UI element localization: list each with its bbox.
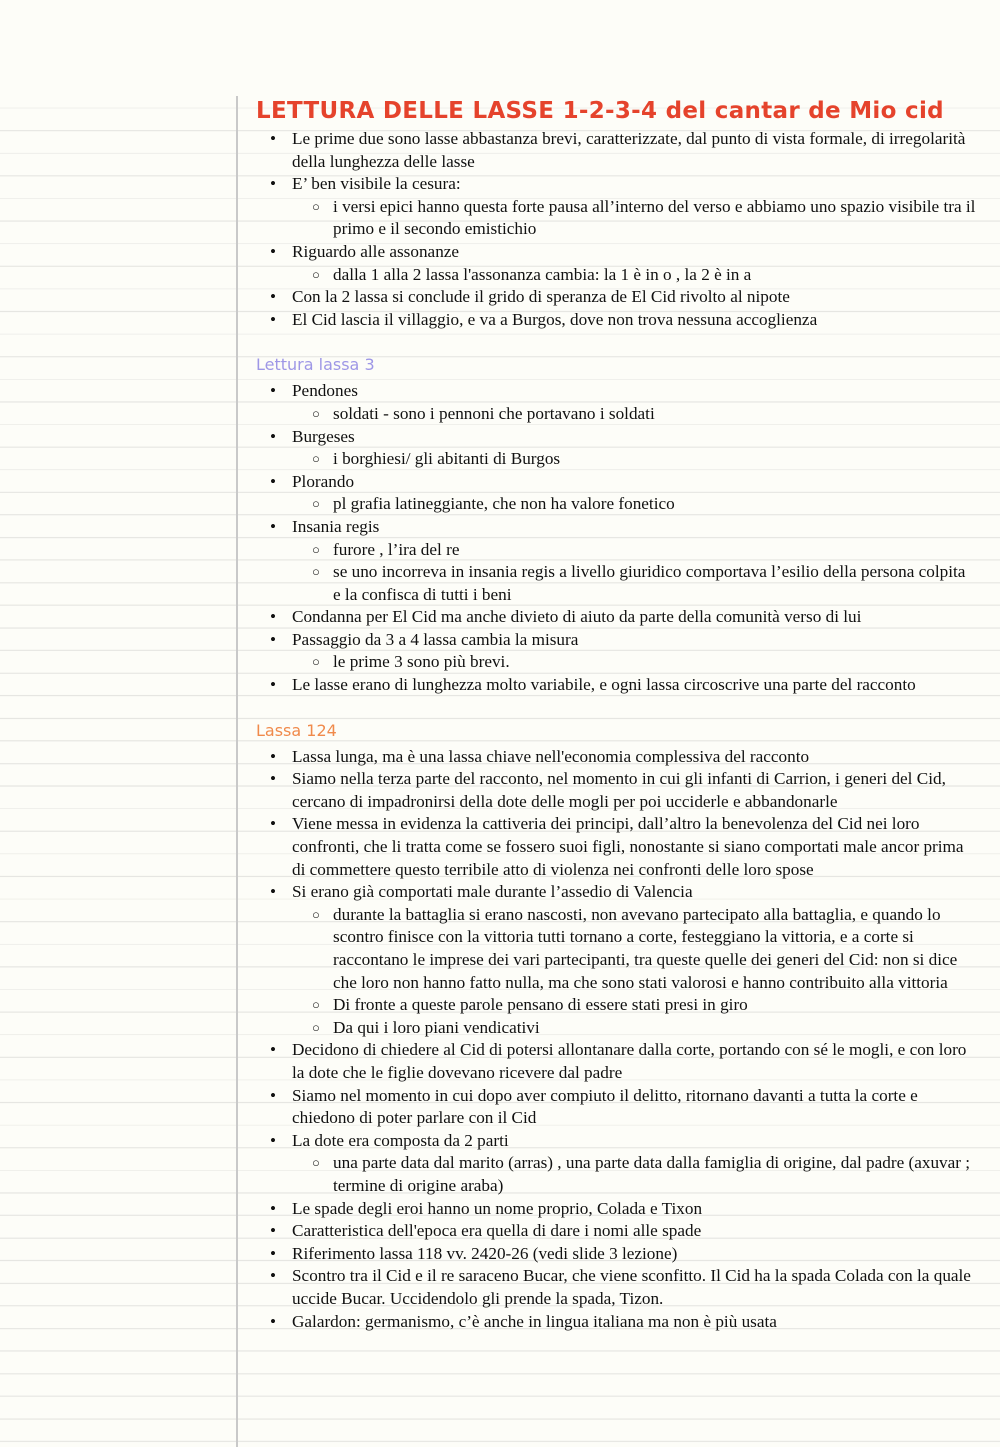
bullet-item bbox=[256, 1130, 976, 1198]
sub-bullet-item: ○ dalla 1 alla 2 lassa l'assonanza cambia: la 1 è in o , la 2 è in a bbox=[292, 264, 976, 287]
sub-bullet-list bbox=[292, 1152, 976, 1197]
bullet-text: Riguardo alle assonanze bbox=[292, 241, 460, 261]
sub-bullet-item: ○ le prime 3 sono più brevi. bbox=[292, 651, 976, 674]
bullet-text: E’ ben visibile la cesura: bbox=[292, 174, 461, 194]
bullet-item bbox=[256, 309, 976, 332]
bullet-text: Si erano già comportati male durante l’assedio di Valencia bbox=[292, 882, 693, 902]
bullet-item bbox=[256, 380, 976, 425]
sub-bullet-list bbox=[292, 904, 976, 1040]
bullet-item bbox=[256, 768, 976, 813]
bullet-item bbox=[256, 241, 976, 286]
sub-bullet-list bbox=[292, 448, 976, 471]
bullet-text: Scontro tra il Cid e il re saraceno Bucar, che viene sconfitto. Il Cid ha la spada Colada con la quale uccide Bucar. Uccidendolo gli prende la spada, Tizon. bbox=[292, 1266, 971, 1308]
sub-bullet-list bbox=[292, 651, 976, 674]
bullet-text: Galardon: germanismo, c’è anche in lingua italiana ma non è più usata bbox=[292, 1311, 777, 1331]
bullet-item bbox=[256, 471, 976, 516]
bullet-item bbox=[256, 516, 976, 606]
bullet-text: Condanna per El Cid ma anche divieto di aiuto da parte della comunità verso di lui bbox=[292, 607, 862, 627]
sub-bullet-item: ○ Di fronte a queste parole pensano di essere stati presi in giro bbox=[292, 994, 976, 1017]
sub-bullet-item: ○ i versi epici hanno questa forte pausa all’interno del verso e abbiamo uno spazio visibile tra il primo e il secondo emistichio bbox=[292, 196, 976, 241]
bullet-text: Siamo nel momento in cui dopo aver compiuto il delitto, ritornano davanti a tutta la corte e chiedono di poter parlare con il Cid bbox=[292, 1085, 918, 1128]
sub-bullet-list bbox=[292, 539, 976, 607]
bullet-text: Viene messa in evidenza la cattiveria dei principi, dall’altro la benevolenza del Cid nei loro confronti, che li tratta come se fossero suoi figli, nonostante si siano comportati male ancor prima di commettere questo terribile atto di violenza nei confronti delle loro spose bbox=[292, 814, 964, 879]
bullet-item bbox=[256, 1039, 976, 1084]
bullet-text: Le prime due sono lasse abbastanza brevi, caratterizzate, dal punto di vista formale, di irregolarità della lunghezza delle lasse bbox=[292, 129, 966, 171]
bullet-item bbox=[256, 746, 976, 769]
bullet-text: Riferimento lassa 118 vv. 2420-26 (vedi slide 3 lezione) bbox=[292, 1243, 678, 1263]
bullet-item bbox=[256, 1198, 976, 1221]
bullet-item bbox=[256, 629, 976, 674]
section-3-heading: Lassa 124 bbox=[256, 720, 337, 740]
bullet-text: Decidono di chiedere al Cid di potersi allontanare dalla corte, portando con sé le mogli, e con loro la dote che le figlie dovevano ricevere dal padre bbox=[292, 1040, 967, 1082]
bullet-item bbox=[256, 606, 976, 629]
sub-bullet-item: ○ soldati - sono i pennoni che portavano i soldati bbox=[292, 403, 976, 426]
sub-bullet-list bbox=[292, 403, 976, 426]
bullet-item bbox=[256, 1311, 976, 1334]
bullet-text: Caratteristica dell'epoca era quella di dare i nomi alle spade bbox=[292, 1221, 702, 1241]
sub-bullet-item: ○ se uno incorreva in insania regis a livello giuridico comportava l’esilio della persona colpita e la confisca di tutti i beni bbox=[292, 561, 976, 606]
section-2-heading: Lettura lassa 3 bbox=[256, 355, 375, 375]
bullet-text: El Cid lascia il villaggio, e va a Burgos, dove non trova nessuna accoglienza bbox=[292, 309, 818, 329]
sub-bullet-item: ○ pl grafia latineggiante, che non ha valore fonetico bbox=[292, 493, 976, 516]
bullet-text: Le spade degli eroi hanno un nome proprio, Colada e Tixon bbox=[292, 1198, 703, 1218]
notebook-margin-line bbox=[236, 96, 238, 1447]
sub-bullet-item: ○ Da qui i loro piani vendicativi bbox=[292, 1017, 976, 1040]
bullet-item bbox=[256, 173, 976, 241]
bullet-item bbox=[256, 1220, 976, 1243]
bullet-item bbox=[256, 1265, 976, 1310]
bullet-text: Pendones bbox=[292, 381, 358, 401]
bullet-text: Lassa lunga, ma è una lassa chiave nell'economia complessiva del racconto bbox=[292, 746, 810, 766]
notes-content bbox=[256, 96, 976, 1333]
sub-bullet-list bbox=[292, 196, 976, 241]
sub-bullet-item: ○ furore , l’ira del re bbox=[292, 539, 976, 562]
section-2-list bbox=[256, 380, 976, 696]
sub-bullet-item: ○ i borghiesi/ gli abitanti di Burgos bbox=[292, 448, 976, 471]
bullet-text: Siamo nella terza parte del racconto, nel momento in cui gli infanti di Carrion, i generi del Cid, cercano di impadronirsi della dote delle mogli per poi ucciderle e abbandonarle bbox=[292, 769, 946, 811]
bullet-item bbox=[256, 426, 976, 471]
bullet-text: Insania regis bbox=[292, 516, 380, 536]
bullet-item bbox=[256, 674, 976, 697]
bullet-text: Burgeses bbox=[292, 426, 355, 446]
bullet-item bbox=[256, 128, 976, 173]
sub-bullet-item: ○ durante la battaglia si erano nascosti, non avevano partecipato alla battaglia, e quando lo scontro finisce con la vittoria tutti tornano a corte, festeggiano la vittoria, e a corte si raccontano le imprese dei vari partecipanti, tra queste quelle dei generi del Cid: non si dice che loro non hanno fatto nulla, ma che sono stati valorosi e hanno contribuito alla vittoria bbox=[292, 904, 976, 994]
bullet-text: La dote era composta da 2 parti bbox=[292, 1130, 509, 1150]
bullet-item bbox=[256, 813, 976, 881]
sub-bullet-list bbox=[292, 493, 976, 516]
bullet-item bbox=[256, 881, 976, 1039]
bullet-item bbox=[256, 1085, 976, 1130]
section-3-list bbox=[256, 746, 976, 1333]
bullet-text: Le lasse erano di lunghezza molto variabile, e ogni lassa circoscrive una parte del racconto bbox=[292, 675, 916, 695]
sub-bullet-list bbox=[292, 264, 976, 287]
section-1-list bbox=[256, 128, 976, 331]
bullet-item bbox=[256, 286, 976, 309]
page-title: LETTURA DELLE LASSE 1-2-3-4 del cantar de Mio cid bbox=[256, 98, 944, 124]
bullet-item bbox=[256, 1243, 976, 1266]
bullet-text: Passaggio da 3 a 4 lassa cambia la misura bbox=[292, 629, 579, 649]
sub-bullet-item: ○ una parte data dal marito (arras) , una parte data dalla famiglia di origine, dal padre (axuvar ; termine di origine araba) bbox=[292, 1152, 976, 1197]
bullet-text: Con la 2 lassa si conclude il grido di speranza de El Cid rivolto al nipote bbox=[292, 287, 790, 307]
page-top-margin bbox=[0, 0, 1000, 92]
bullet-text: Plorando bbox=[292, 471, 355, 491]
